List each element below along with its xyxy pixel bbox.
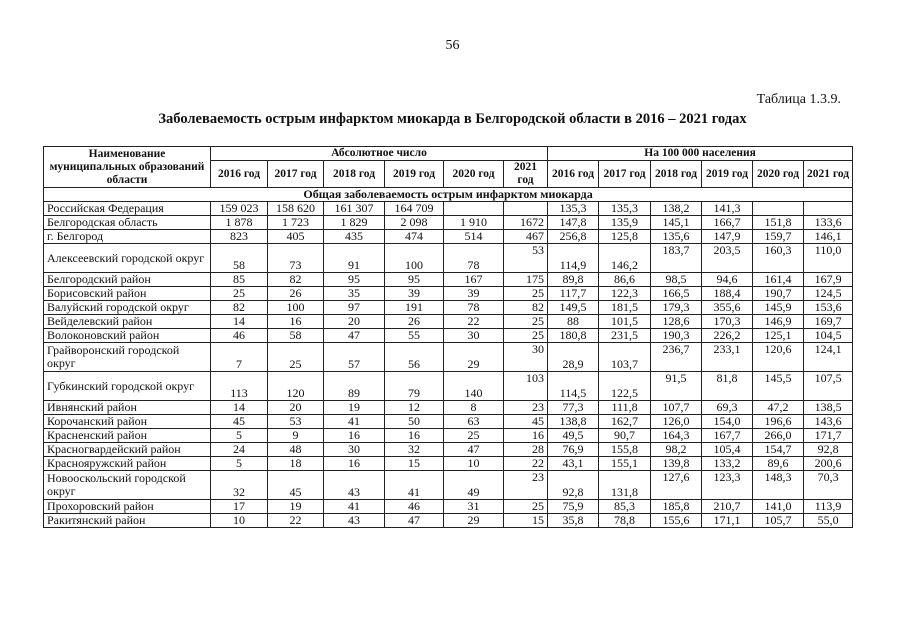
cell-abs-5: 53 bbox=[504, 244, 548, 273]
cell-abs-2: 35 bbox=[324, 287, 385, 301]
cell-abs-0: 45 bbox=[211, 415, 268, 429]
cell-abs-3: 46 bbox=[385, 500, 444, 514]
cell-abs-4: 29 bbox=[444, 514, 504, 528]
cell-per-4: 266,0 bbox=[753, 429, 804, 443]
cell-per-4: 145,9 bbox=[753, 301, 804, 315]
cell-abs-4: 8 bbox=[444, 401, 504, 415]
cell-abs-4: 39 bbox=[444, 287, 504, 301]
cell-per-3: 147,9 bbox=[702, 230, 753, 244]
cell-abs-1: 25 bbox=[268, 343, 324, 372]
cell-abs-4: 63 bbox=[444, 415, 504, 429]
table-row bbox=[44, 401, 853, 415]
cell-abs-1: 158 620 bbox=[268, 202, 324, 216]
cell-abs-5: 28 bbox=[504, 443, 548, 457]
cell-abs-4: 10 bbox=[444, 457, 504, 471]
cell-abs-4: 30 bbox=[444, 329, 504, 343]
table-row bbox=[44, 315, 853, 329]
header-year-per-2: 2018 год bbox=[651, 161, 702, 188]
cell-abs-3: 26 bbox=[385, 315, 444, 329]
cell-per-4: 190,7 bbox=[753, 287, 804, 301]
cell-per-5: 92,8 bbox=[804, 443, 853, 457]
cell-abs-2: 19 bbox=[324, 401, 385, 415]
cell-per-2: 135,6 bbox=[651, 230, 702, 244]
cell-per-5: 124,5 bbox=[804, 287, 853, 301]
cell-abs-1: 22 bbox=[268, 514, 324, 528]
cell-abs-0: 1 878 bbox=[211, 216, 268, 230]
cell-per-3: 210,7 bbox=[702, 500, 753, 514]
cell-per-0: 147,8 bbox=[548, 216, 599, 230]
cell-abs-5: 25 bbox=[504, 500, 548, 514]
cell-abs-1: 53 bbox=[268, 415, 324, 429]
row-name: Белгородская область bbox=[44, 216, 211, 230]
cell-per-4 bbox=[753, 202, 804, 216]
cell-abs-5: 175 bbox=[504, 273, 548, 287]
cell-per-3: 105,4 bbox=[702, 443, 753, 457]
cell-abs-4: 514 bbox=[444, 230, 504, 244]
cell-abs-2: 43 bbox=[324, 471, 385, 500]
cell-abs-2: 91 bbox=[324, 244, 385, 273]
row-name: Корочанский район bbox=[44, 415, 211, 429]
cell-abs-5: 22 bbox=[504, 457, 548, 471]
cell-per-4: 105,7 bbox=[753, 514, 804, 528]
cell-per-1: 86,6 bbox=[599, 273, 651, 287]
cell-per-0: 256,8 bbox=[548, 230, 599, 244]
cell-per-5: 153,6 bbox=[804, 301, 853, 315]
cell-abs-2: 47 bbox=[324, 329, 385, 343]
cell-per-1: 135,9 bbox=[599, 216, 651, 230]
table-row bbox=[44, 273, 853, 287]
cell-abs-5: 23 bbox=[504, 401, 548, 415]
cell-per-5: 171,7 bbox=[804, 429, 853, 443]
table-row bbox=[44, 471, 853, 500]
table-row bbox=[44, 230, 853, 244]
cell-per-1: 111,8 bbox=[599, 401, 651, 415]
table-row bbox=[44, 329, 853, 343]
cell-per-0: 114,9 bbox=[548, 244, 599, 273]
cell-per-1: 155,8 bbox=[599, 443, 651, 457]
header-year-per-0: 2016 год bbox=[548, 161, 599, 188]
table-row bbox=[44, 443, 853, 457]
row-name: Ивнянский район bbox=[44, 401, 211, 415]
header-name-col: Наименование муниципальных образований области bbox=[44, 147, 211, 188]
cell-per-3: 167,7 bbox=[702, 429, 753, 443]
cell-per-5: 107,5 bbox=[804, 372, 853, 401]
cell-per-2: 107,7 bbox=[651, 401, 702, 415]
cell-per-0: 28,9 bbox=[548, 343, 599, 372]
cell-per-0: 92,8 bbox=[548, 471, 599, 500]
cell-abs-1: 120 bbox=[268, 372, 324, 401]
cell-per-1: 78,8 bbox=[599, 514, 651, 528]
cell-abs-5 bbox=[504, 202, 548, 216]
cell-abs-3: 32 bbox=[385, 443, 444, 457]
cell-abs-3: 95 bbox=[385, 273, 444, 287]
cell-per-3: 154,0 bbox=[702, 415, 753, 429]
cell-per-2: 185,8 bbox=[651, 500, 702, 514]
cell-per-5: 133,6 bbox=[804, 216, 853, 230]
cell-per-1: 85,3 bbox=[599, 500, 651, 514]
table-row bbox=[44, 301, 853, 315]
cell-per-0: 135,3 bbox=[548, 202, 599, 216]
table-row bbox=[44, 244, 853, 273]
table-row bbox=[44, 457, 853, 471]
cell-per-2: 183,7 bbox=[651, 244, 702, 273]
cell-per-4: 145,5 bbox=[753, 372, 804, 401]
cell-abs-0: 10 bbox=[211, 514, 268, 528]
cell-abs-1: 73 bbox=[268, 244, 324, 273]
cell-per-2: 139,8 bbox=[651, 457, 702, 471]
cell-per-0: 76,9 bbox=[548, 443, 599, 457]
header-year-per-1: 2017 год bbox=[599, 161, 651, 188]
cell-abs-1: 100 bbox=[268, 301, 324, 315]
table-row bbox=[44, 216, 853, 230]
cell-abs-3: 41 bbox=[385, 471, 444, 500]
cell-abs-2: 97 bbox=[324, 301, 385, 315]
cell-abs-1: 20 bbox=[268, 401, 324, 415]
cell-abs-0: 5 bbox=[211, 429, 268, 443]
row-name: Валуйский городской округ bbox=[44, 301, 211, 315]
cell-abs-3: 2 098 bbox=[385, 216, 444, 230]
table-row bbox=[44, 287, 853, 301]
cell-abs-4: 1 910 bbox=[444, 216, 504, 230]
cell-per-5: 143,6 bbox=[804, 415, 853, 429]
cell-per-1: 155,1 bbox=[599, 457, 651, 471]
cell-abs-1: 45 bbox=[268, 471, 324, 500]
cell-per-3: 170,3 bbox=[702, 315, 753, 329]
cell-per-2: 91,5 bbox=[651, 372, 702, 401]
cell-abs-1: 58 bbox=[268, 329, 324, 343]
cell-abs-0: 14 bbox=[211, 401, 268, 415]
cell-abs-4: 167 bbox=[444, 273, 504, 287]
cell-per-2: 190,3 bbox=[651, 329, 702, 343]
cell-abs-3: 39 bbox=[385, 287, 444, 301]
header-year-per-5: 2021 год bbox=[804, 161, 853, 188]
cell-abs-0: 17 bbox=[211, 500, 268, 514]
cell-per-4: 196,6 bbox=[753, 415, 804, 429]
cell-per-4: 160,3 bbox=[753, 244, 804, 273]
cell-abs-5: 30 bbox=[504, 343, 548, 372]
cell-abs-1: 1 723 bbox=[268, 216, 324, 230]
cell-per-2: 127,6 bbox=[651, 471, 702, 500]
cell-abs-4: 140 bbox=[444, 372, 504, 401]
cell-abs-1: 18 bbox=[268, 457, 324, 471]
cell-per-5: 138,5 bbox=[804, 401, 853, 415]
cell-per-2: 164,3 bbox=[651, 429, 702, 443]
header-group-per-100k: На 100 000 населения bbox=[548, 147, 853, 161]
cell-per-0: 89,8 bbox=[548, 273, 599, 287]
cell-abs-0: 46 bbox=[211, 329, 268, 343]
cell-abs-2: 30 bbox=[324, 443, 385, 457]
cell-per-4: 125,1 bbox=[753, 329, 804, 343]
row-name: Ракитянский район bbox=[44, 514, 211, 528]
cell-per-5: 169,7 bbox=[804, 315, 853, 329]
cell-abs-3: 47 bbox=[385, 514, 444, 528]
cell-per-3: 141,3 bbox=[702, 202, 753, 216]
header-year-abs-3: 2019 год bbox=[385, 161, 444, 188]
cell-abs-4: 25 bbox=[444, 429, 504, 443]
section-row bbox=[44, 188, 853, 202]
cell-per-0: 88 bbox=[548, 315, 599, 329]
cell-abs-4: 29 bbox=[444, 343, 504, 372]
table-row bbox=[44, 372, 853, 401]
row-name: Волоконовский район bbox=[44, 329, 211, 343]
row-name: Краснояружский район bbox=[44, 457, 211, 471]
cell-abs-3: 16 bbox=[385, 429, 444, 443]
cell-abs-5: 16 bbox=[504, 429, 548, 443]
cell-abs-2: 16 bbox=[324, 429, 385, 443]
cell-abs-2: 95 bbox=[324, 273, 385, 287]
table-row bbox=[44, 415, 853, 429]
cell-abs-3: 164 709 bbox=[385, 202, 444, 216]
cell-abs-2: 161 307 bbox=[324, 202, 385, 216]
cell-per-1: 103,7 bbox=[599, 343, 651, 372]
cell-abs-4: 22 bbox=[444, 315, 504, 329]
cell-per-3: 203,5 bbox=[702, 244, 753, 273]
cell-per-2: 138,2 bbox=[651, 202, 702, 216]
cell-abs-0: 25 bbox=[211, 287, 268, 301]
cell-per-0: 180,8 bbox=[548, 329, 599, 343]
cell-per-4: 120,6 bbox=[753, 343, 804, 372]
cell-abs-3: 100 bbox=[385, 244, 444, 273]
cell-abs-2: 20 bbox=[324, 315, 385, 329]
cell-per-2: 128,6 bbox=[651, 315, 702, 329]
cell-abs-0: 823 bbox=[211, 230, 268, 244]
cell-per-3: 166,7 bbox=[702, 216, 753, 230]
cell-per-3: 133,2 bbox=[702, 457, 753, 471]
cell-per-4: 148,3 bbox=[753, 471, 804, 500]
cell-per-4: 89,6 bbox=[753, 457, 804, 471]
cell-per-3: 123,3 bbox=[702, 471, 753, 500]
row-name: Красненский район bbox=[44, 429, 211, 443]
cell-per-2: 179,3 bbox=[651, 301, 702, 315]
cell-abs-5: 467 bbox=[504, 230, 548, 244]
cell-per-5: 146,1 bbox=[804, 230, 853, 244]
cell-per-5: 70,3 bbox=[804, 471, 853, 500]
cell-abs-0: 14 bbox=[211, 315, 268, 329]
cell-abs-0: 58 bbox=[211, 244, 268, 273]
table-body bbox=[44, 188, 853, 528]
cell-abs-2: 41 bbox=[324, 415, 385, 429]
cell-per-3: 171,1 bbox=[702, 514, 753, 528]
cell-abs-4: 47 bbox=[444, 443, 504, 457]
cell-abs-5: 15 bbox=[504, 514, 548, 528]
cell-abs-5: 82 bbox=[504, 301, 548, 315]
cell-abs-1: 405 bbox=[268, 230, 324, 244]
cell-abs-2: 89 bbox=[324, 372, 385, 401]
cell-per-1: 131,8 bbox=[599, 471, 651, 500]
cell-per-1: 101,5 bbox=[599, 315, 651, 329]
cell-abs-4: 78 bbox=[444, 301, 504, 315]
cell-per-1: 146,2 bbox=[599, 244, 651, 273]
cell-abs-2: 435 bbox=[324, 230, 385, 244]
cell-per-5: 55,0 bbox=[804, 514, 853, 528]
cell-per-3: 188,4 bbox=[702, 287, 753, 301]
cell-per-1: 162,7 bbox=[599, 415, 651, 429]
cell-abs-3: 56 bbox=[385, 343, 444, 372]
page-number: 56 bbox=[445, 38, 460, 53]
cell-abs-4: 31 bbox=[444, 500, 504, 514]
cell-per-4: 47,2 bbox=[753, 401, 804, 415]
cell-abs-4: 78 bbox=[444, 244, 504, 273]
table-title: Заболеваемость острым инфарктом миокарда в Белгородской области в 2016 – 2021 годах bbox=[158, 111, 747, 127]
row-name: Вейделевский район bbox=[44, 315, 211, 329]
cell-abs-1: 9 bbox=[268, 429, 324, 443]
header-year-abs-4: 2020 год bbox=[444, 161, 504, 188]
cell-per-5: 113,9 bbox=[804, 500, 853, 514]
table-row bbox=[44, 343, 853, 372]
cell-per-5: 104,5 bbox=[804, 329, 853, 343]
header-group-absolute: Абсолютное число bbox=[211, 147, 548, 161]
header-year-per-3: 2019 год bbox=[702, 161, 753, 188]
cell-per-3: 226,2 bbox=[702, 329, 753, 343]
table-row bbox=[44, 429, 853, 443]
cell-per-5: 200,6 bbox=[804, 457, 853, 471]
cell-per-1: 122,5 bbox=[599, 372, 651, 401]
table-row bbox=[44, 514, 853, 528]
cell-abs-3: 474 bbox=[385, 230, 444, 244]
cell-abs-5: 1672 bbox=[504, 216, 548, 230]
cell-per-2: 166,5 bbox=[651, 287, 702, 301]
cell-abs-5: 25 bbox=[504, 329, 548, 343]
cell-abs-3: 15 bbox=[385, 457, 444, 471]
cell-per-3: 233,1 bbox=[702, 343, 753, 372]
header-year-abs-5: 2021 год bbox=[504, 161, 548, 188]
cell-abs-3: 12 bbox=[385, 401, 444, 415]
cell-per-3: 94,6 bbox=[702, 273, 753, 287]
cell-per-2: 236,7 bbox=[651, 343, 702, 372]
cell-abs-0: 82 bbox=[211, 301, 268, 315]
cell-per-2: 126,0 bbox=[651, 415, 702, 429]
cell-abs-1: 16 bbox=[268, 315, 324, 329]
cell-per-0: 138,8 bbox=[548, 415, 599, 429]
cell-per-1: 231,5 bbox=[599, 329, 651, 343]
cell-abs-5: 23 bbox=[504, 471, 548, 500]
table-label: Таблица 1.3.9. bbox=[756, 92, 841, 107]
row-name: Борисовский район bbox=[44, 287, 211, 301]
cell-abs-4: 49 bbox=[444, 471, 504, 500]
cell-abs-3: 79 bbox=[385, 372, 444, 401]
cell-abs-3: 55 bbox=[385, 329, 444, 343]
cell-per-4: 161,4 bbox=[753, 273, 804, 287]
cell-abs-2: 41 bbox=[324, 500, 385, 514]
cell-per-4: 146,9 bbox=[753, 315, 804, 329]
row-name: Красногвардейский район bbox=[44, 443, 211, 457]
header-year-abs-1: 2017 год bbox=[268, 161, 324, 188]
cell-per-2: 98,5 bbox=[651, 273, 702, 287]
morbidity-table bbox=[43, 146, 853, 528]
cell-abs-0: 159 023 bbox=[211, 202, 268, 216]
cell-abs-1: 82 bbox=[268, 273, 324, 287]
cell-abs-2: 1 829 bbox=[324, 216, 385, 230]
row-name: Алексеевский городской округ bbox=[44, 244, 211, 273]
cell-per-4: 159,7 bbox=[753, 230, 804, 244]
cell-per-2: 145,1 bbox=[651, 216, 702, 230]
cell-abs-2: 43 bbox=[324, 514, 385, 528]
row-name: Новооскольский городской округ bbox=[44, 471, 211, 500]
header-year-abs-0: 2016 год bbox=[211, 161, 268, 188]
cell-per-2: 155,6 bbox=[651, 514, 702, 528]
cell-abs-0: 113 bbox=[211, 372, 268, 401]
cell-abs-2: 57 bbox=[324, 343, 385, 372]
cell-per-3: 81,8 bbox=[702, 372, 753, 401]
cell-abs-3: 50 bbox=[385, 415, 444, 429]
cell-per-0: 117,7 bbox=[548, 287, 599, 301]
row-name: Российская Федерация bbox=[44, 202, 211, 216]
header-year-per-4: 2020 год bbox=[753, 161, 804, 188]
section-title: Общая заболеваемость острым инфарктом миокарда bbox=[44, 188, 853, 202]
cell-per-0: 43,1 bbox=[548, 457, 599, 471]
cell-abs-1: 26 bbox=[268, 287, 324, 301]
cell-per-0: 149,5 bbox=[548, 301, 599, 315]
cell-abs-2: 16 bbox=[324, 457, 385, 471]
row-name: Прохоровский район bbox=[44, 500, 211, 514]
cell-per-2: 98,2 bbox=[651, 443, 702, 457]
cell-per-0: 114,5 bbox=[548, 372, 599, 401]
cell-per-4: 141,0 bbox=[753, 500, 804, 514]
cell-abs-0: 32 bbox=[211, 471, 268, 500]
cell-per-0: 77,3 bbox=[548, 401, 599, 415]
cell-per-0: 35,8 bbox=[548, 514, 599, 528]
row-name: Белгородский район bbox=[44, 273, 211, 287]
cell-per-3: 69,3 bbox=[702, 401, 753, 415]
cell-abs-0: 24 bbox=[211, 443, 268, 457]
cell-abs-5: 25 bbox=[504, 315, 548, 329]
cell-abs-0: 85 bbox=[211, 273, 268, 287]
table-row bbox=[44, 500, 853, 514]
cell-abs-5: 25 bbox=[504, 287, 548, 301]
cell-abs-5: 103 bbox=[504, 372, 548, 401]
table-row bbox=[44, 202, 853, 216]
cell-per-1: 122,3 bbox=[599, 287, 651, 301]
cell-abs-1: 19 bbox=[268, 500, 324, 514]
cell-per-0: 49,5 bbox=[548, 429, 599, 443]
cell-abs-1: 48 bbox=[268, 443, 324, 457]
row-name: г. Белгород bbox=[44, 230, 211, 244]
cell-abs-0: 5 bbox=[211, 457, 268, 471]
cell-abs-3: 191 bbox=[385, 301, 444, 315]
cell-per-1: 90,7 bbox=[599, 429, 651, 443]
cell-per-1: 125,8 bbox=[599, 230, 651, 244]
cell-abs-4 bbox=[444, 202, 504, 216]
cell-per-5: 124,1 bbox=[804, 343, 853, 372]
cell-per-5: 167,9 bbox=[804, 273, 853, 287]
cell-per-3: 355,6 bbox=[702, 301, 753, 315]
table-header bbox=[44, 147, 853, 188]
row-name: Грайворонский городской округ bbox=[44, 343, 211, 372]
cell-per-4: 154,7 bbox=[753, 443, 804, 457]
header-year-abs-2: 2018 год bbox=[324, 161, 385, 188]
cell-abs-5: 45 bbox=[504, 415, 548, 429]
row-name: Губкинский городской округ bbox=[44, 372, 211, 401]
cell-per-4: 151,8 bbox=[753, 216, 804, 230]
cell-per-5 bbox=[804, 202, 853, 216]
cell-per-5: 110,0 bbox=[804, 244, 853, 273]
cell-per-1: 181,5 bbox=[599, 301, 651, 315]
cell-per-0: 75,9 bbox=[548, 500, 599, 514]
cell-abs-0: 7 bbox=[211, 343, 268, 372]
cell-per-1: 135,3 bbox=[599, 202, 651, 216]
